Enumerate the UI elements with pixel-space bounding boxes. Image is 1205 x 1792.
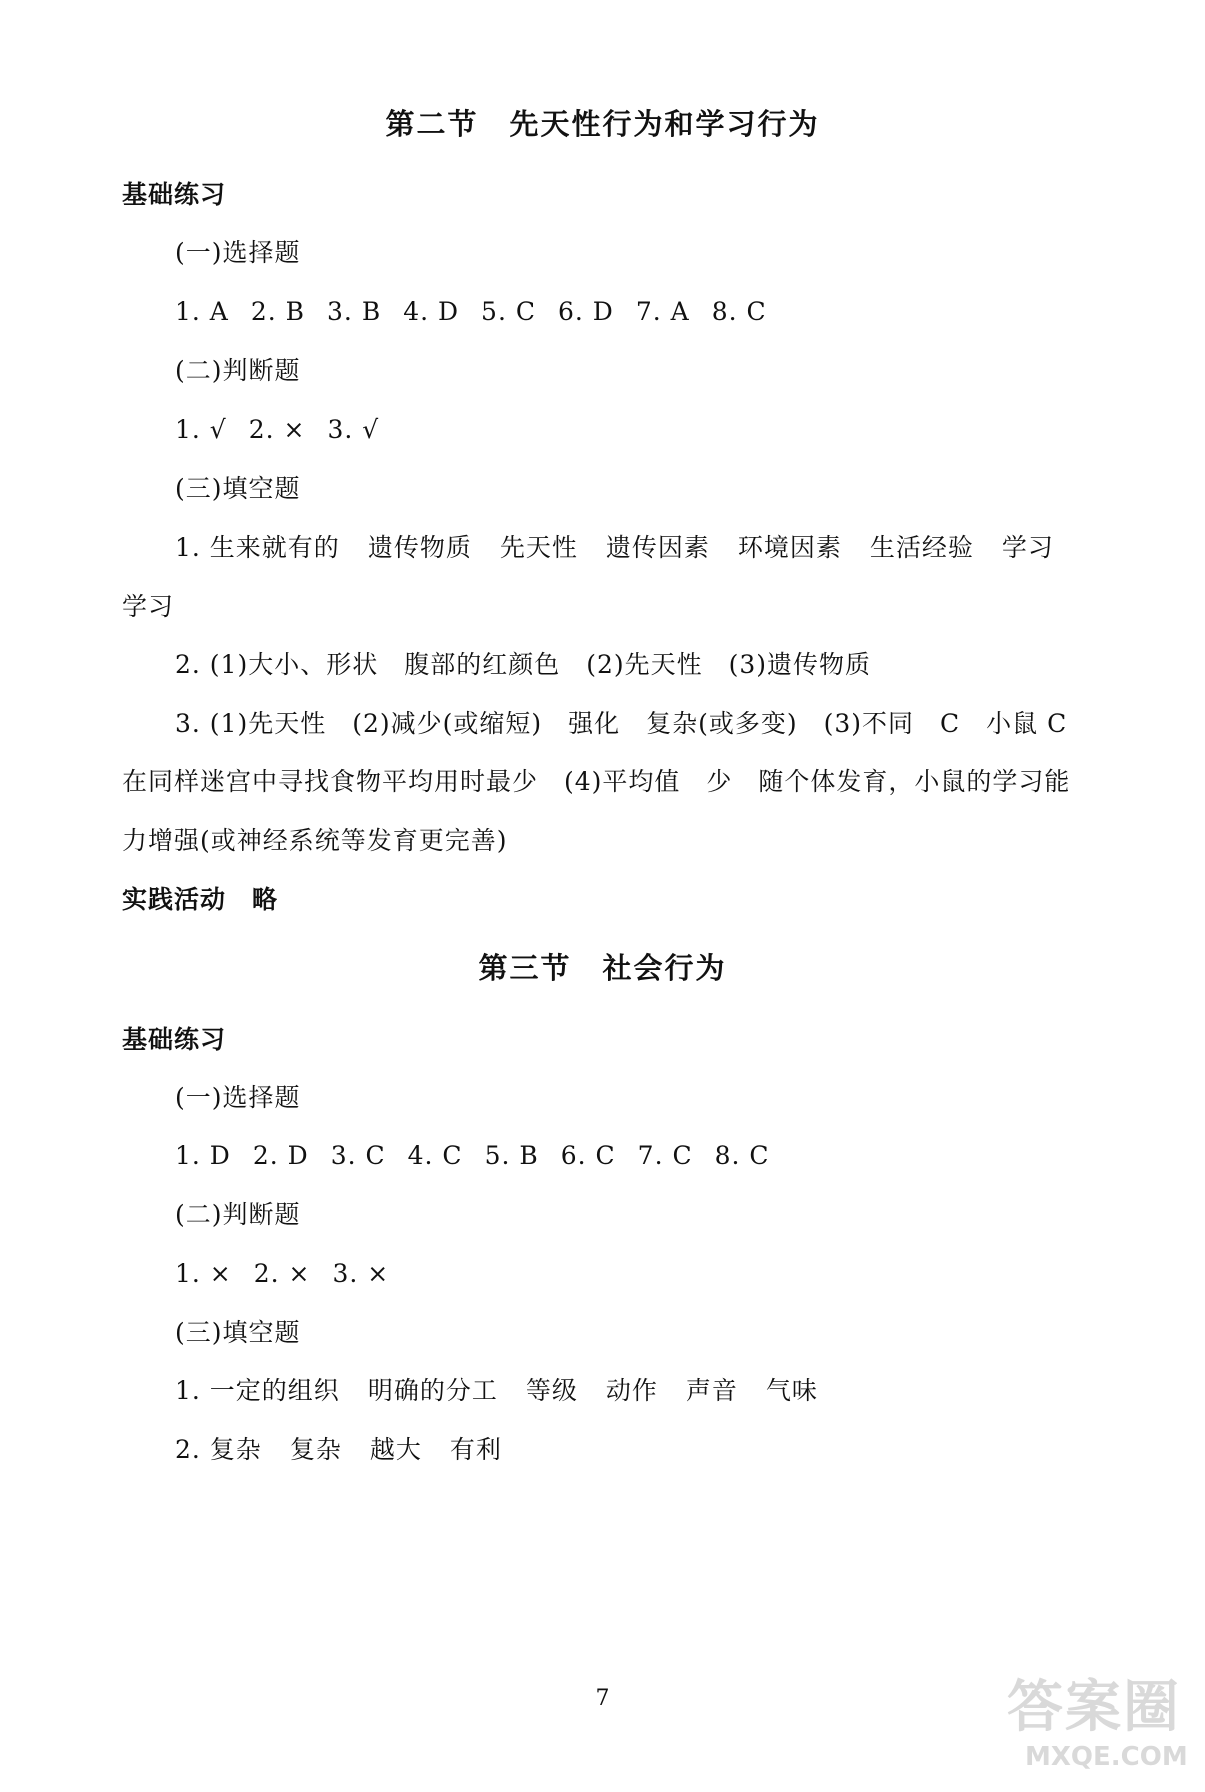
choice-heading: (一)选择题 (175, 1083, 301, 1112)
fill-item: 遗传物质 (367, 533, 472, 562)
fill-item: 生活经验 (869, 533, 974, 562)
watermark-logo-text: 答案圈 (1007, 1675, 1181, 1740)
answer-item: 4. D (403, 297, 460, 326)
answer-item: 7. C (637, 1141, 693, 1170)
fill-item: 遗传因素 (605, 533, 710, 562)
fill-heading: (三)填空题 (175, 474, 301, 503)
fill-item: 越大 (369, 1435, 422, 1464)
answer-item: 4. C (407, 1141, 463, 1170)
answer-item: 1. √ (175, 415, 227, 444)
answer-item: 7. A (635, 297, 690, 326)
answer-item: 3. √ (327, 415, 380, 444)
judge-heading: (二)判断题 (175, 356, 301, 385)
judge-answers (175, 414, 379, 446)
answer-item: 6. D (557, 297, 614, 326)
fill-item: 气味 (765, 1376, 818, 1405)
answer-item: 1. D (175, 1141, 231, 1170)
answer-item: 5. B (484, 1141, 539, 1170)
fill-answer-3: 3. (1)先天性 (2)减少(或缩短) 强化 复杂(或多变) (3)不同 C 小鼠 C (175, 709, 1068, 738)
page-number: 7 (595, 1686, 610, 1711)
answer-item: 2. B (250, 297, 306, 326)
answer-item: 3. × (332, 1259, 390, 1288)
fill-heading: (三)填空题 (175, 1318, 301, 1347)
answer-item: 2. D (252, 1141, 309, 1170)
answer-item: 5. C (481, 297, 536, 326)
fill-item: 复杂 (289, 1435, 342, 1464)
answer-item: 3. B (327, 297, 382, 326)
answer-item: 3. C (330, 1141, 386, 1170)
fill-item: 有利 (449, 1435, 502, 1464)
fill-item: 1. 生来就有的 (175, 533, 340, 562)
fill-item: 2. 复杂 (175, 1435, 262, 1464)
fill-item: 学习 (1001, 533, 1054, 562)
basic-practice-label: 基础练习 (122, 1025, 227, 1054)
fill-answer-2 (175, 1434, 502, 1466)
choice-answers (175, 1140, 770, 1172)
fill-answer-2: 2. (1)大小、形状 腹部的红颜色 (2)先天性 (3)遗传物质 (175, 650, 872, 679)
basic-practice-label: 基础练习 (122, 180, 227, 209)
answer-item: 1. × (175, 1259, 232, 1288)
answer-item: 8. C (711, 297, 767, 326)
fill-item: 明确的分工 (367, 1376, 498, 1405)
answer-item: 1. A (175, 297, 229, 326)
answer-item: 2. × (253, 1259, 311, 1288)
fill-answer-3-continued: 力增强(或神经系统等发育更完善) (122, 826, 508, 855)
fill-answer-1-continued: 学习 (122, 592, 175, 621)
fill-item: 声音 (685, 1376, 738, 1405)
watermark-logo (1007, 1676, 1197, 1786)
fill-item: 1. 一定的组织 (175, 1376, 340, 1405)
answer-item: 6. C (560, 1141, 616, 1170)
choice-answers (175, 296, 767, 328)
fill-answer-3-continued: 在同样迷宫中寻找食物平均用时最少 (4)平均值 少 随个体发育，小鼠的学习能 (122, 767, 1071, 796)
practice-activity: 实践活动 略 (122, 885, 279, 914)
choice-heading: (一)选择题 (175, 238, 301, 267)
judge-answers (175, 1258, 389, 1290)
fill-item: 环境因素 (737, 533, 842, 562)
fill-item: 先天性 (499, 533, 578, 562)
fill-answer-1 (175, 532, 1054, 564)
fill-item: 等级 (525, 1376, 578, 1405)
judge-heading: (二)判断题 (175, 1200, 301, 1229)
fill-item: 动作 (605, 1376, 658, 1405)
watermark-url: MXQE.COM (1025, 1742, 1188, 1772)
section-title: 第三节 社会行为 (478, 951, 727, 985)
answer-item: 8. C (714, 1141, 770, 1170)
fill-answer-1 (175, 1375, 818, 1407)
section-title: 第二节 先天性行为和学习行为 (385, 107, 820, 141)
answer-item: 2. × (248, 415, 306, 444)
